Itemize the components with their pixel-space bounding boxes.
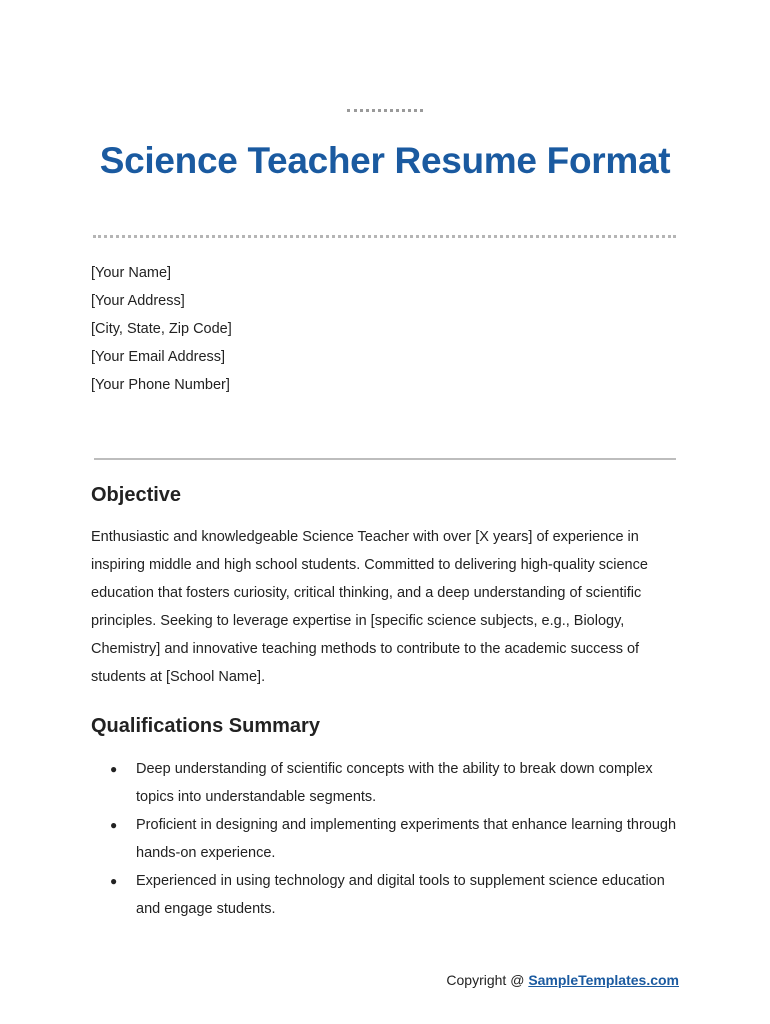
contact-name: [Your Name] xyxy=(91,265,172,281)
objective-text: Enthusiastic and knowledgeable Science Teacher with over [X years] of experience in inspiring middle and high school students. Committed to delivering high-quality science education that fosters curiosity, critical thinking, and a deep understanding of scientific principles. Seeking to leverage expertise in [specific science subjects, e.g., Biology, Chemistry] and innovative teaching methods to contribute to the academic success of students at [School Name]. xyxy=(91,529,648,685)
qualifications-list xyxy=(91,755,691,923)
qualifications-heading: Qualifications Summary xyxy=(91,715,320,737)
contact-city-state-zip: [City, State, Zip Code] xyxy=(91,321,232,337)
list-item xyxy=(91,867,691,923)
list-item xyxy=(91,811,691,867)
list-item-text: Experienced in using technology and digital tools to supplement science education and engage students. xyxy=(136,873,665,917)
sampletemplates-link[interactable]: SampleTemplates.com xyxy=(528,972,679,988)
footer-copyright xyxy=(446,972,679,988)
bullet-icon: ● xyxy=(110,874,118,888)
page-title: Science Teacher Resume Format xyxy=(99,140,671,181)
top-dotted-divider xyxy=(347,109,423,112)
copyright-prefix: Copyright @ xyxy=(446,972,529,988)
title-dotted-divider xyxy=(93,235,676,238)
contact-phone: [Your Phone Number] xyxy=(91,377,230,393)
objective-heading: Objective xyxy=(91,484,182,506)
section-divider xyxy=(94,458,676,460)
list-item-text: Proficient in designing and implementing experiments that enhance learning through hands-on experience. xyxy=(136,817,677,861)
list-item-text: Deep understanding of scientific concepts with the ability to break down complex topics into understandable segments. xyxy=(136,761,653,805)
bullet-icon: ● xyxy=(110,762,118,776)
list-item xyxy=(91,755,691,811)
contact-address: [Your Address] xyxy=(91,293,185,309)
contact-email: [Your Email Address] xyxy=(91,349,226,365)
contact-block xyxy=(91,259,232,399)
bullet-icon: ● xyxy=(110,818,118,832)
